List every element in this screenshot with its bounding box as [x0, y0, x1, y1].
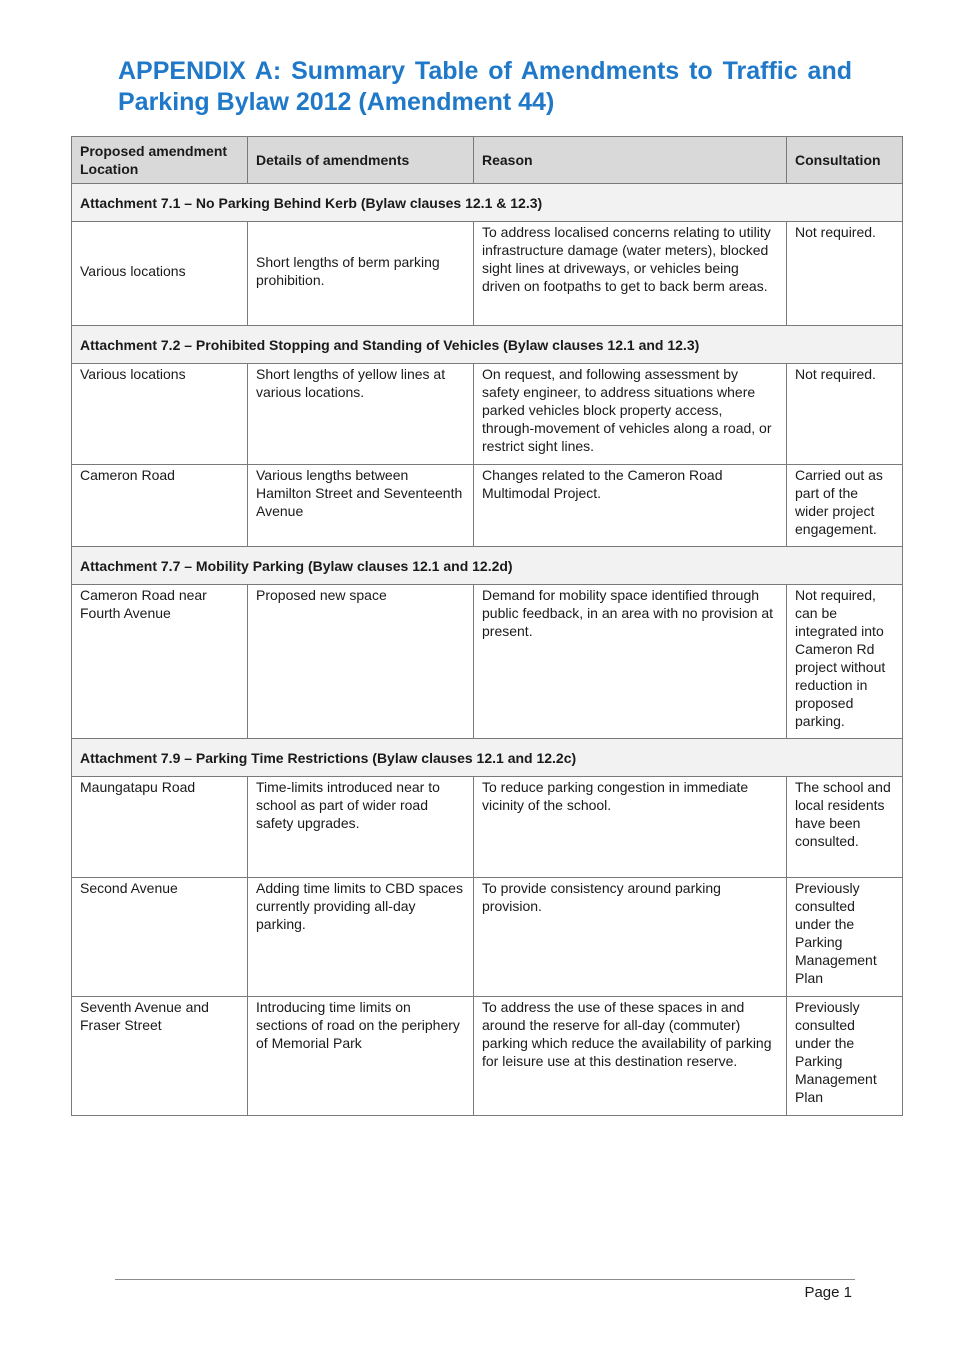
cell-location: Various locations: [72, 222, 248, 326]
cell-reason: To address the use of these spaces in and around the reserve for all-day (commuter) parking which reduce the availability of parking for leisure use at this destination reserve.: [474, 997, 787, 1116]
cell-location: Maungatapu Road: [72, 777, 248, 878]
table-header: [72, 137, 903, 184]
table-row: [72, 585, 903, 739]
table-row: [72, 222, 903, 326]
cell-location: Seventh Avenue and Fraser Street: [72, 997, 248, 1116]
cell-consultation: Previously consulted under the Parking Management Plan: [787, 997, 903, 1116]
cell-details: Introducing time limits on sections of road on the periphery of Memorial Park: [248, 997, 474, 1116]
table-body: [72, 184, 903, 1116]
header-location: Proposed amendment Location: [72, 137, 248, 184]
cell-consultation: Not required.: [787, 364, 903, 465]
cell-reason: To provide consistency around parking provision.: [474, 878, 787, 997]
cell-reason: Demand for mobility space identified through public feedback, in an area with no provision at present.: [474, 585, 787, 739]
cell-consultation: Carried out as part of the wider project engagement.: [787, 465, 903, 547]
cell-consultation: Not required, can be integrated into Cameron Rd project without reduction in proposed parking.: [787, 585, 903, 739]
section-heading: Attachment 7.7 – Mobility Parking (Bylaw clauses 12.1 and 12.2d): [72, 547, 903, 585]
section-heading: Attachment 7.1 – No Parking Behind Kerb (Bylaw clauses 12.1 & 12.3): [72, 184, 903, 222]
cell-location: Second Avenue: [72, 878, 248, 997]
header-row: [72, 137, 903, 184]
cell-details: Proposed new space: [248, 585, 474, 739]
header-details: Details of amendments: [248, 137, 474, 184]
cell-reason: Changes related to the Cameron Road Multimodal Project.: [474, 465, 787, 547]
cell-consultation: Not required.: [787, 222, 903, 326]
cell-reason: To reduce parking congestion in immediate vicinity of the school.: [474, 777, 787, 878]
cell-reason: On request, and following assessment by safety engineer, to address situations where parked vehicles block property access, through-movement of vehicles along a road, or restrict sight lines.: [474, 364, 787, 465]
header-reason: Reason: [474, 137, 787, 184]
footer-divider: [115, 1279, 855, 1280]
cell-location: Cameron Road near Fourth Avenue: [72, 585, 248, 739]
section-row: [72, 739, 903, 777]
cell-details: Short lengths of yellow lines at various locations.: [248, 364, 474, 465]
amendments-table: [71, 136, 903, 1116]
table-row: [72, 878, 903, 997]
page-title: APPENDIX A: Summary Table of Amendments to Traffic and Parking Bylaw 2012 (Amendment 44): [118, 57, 852, 116]
cell-details: Adding time limits to CBD spaces currently providing all-day parking.: [248, 878, 474, 997]
section-row: [72, 184, 903, 222]
cell-details: Various lengths between Hamilton Street and Seventeenth Avenue: [248, 465, 474, 547]
cell-consultation: Previously consulted under the Parking Management Plan: [787, 878, 903, 997]
section-heading: Attachment 7.9 – Parking Time Restrictions (Bylaw clauses 12.1 and 12.2c): [72, 739, 903, 777]
header-consultation: Consultation: [787, 137, 903, 184]
cell-details: Short lengths of berm parking prohibition.: [248, 222, 474, 326]
section-heading: Attachment 7.2 – Prohibited Stopping and Standing of Vehicles (Bylaw clauses 12.1 and 12.3): [72, 326, 903, 364]
table-row: [72, 364, 903, 465]
table-row: [72, 997, 903, 1116]
cell-reason: To address localised concerns relating to utility infrastructure damage (water meters), blocked sight lines at driveways, or vehicles being driven on footpaths to get to back berm areas.: [474, 222, 787, 326]
table-row: [72, 465, 903, 547]
cell-location: Cameron Road: [72, 465, 248, 547]
cell-details: Time-limits introduced near to school as part of wider road safety upgrades.: [248, 777, 474, 878]
table-row: [72, 777, 903, 878]
cell-location: Various locations: [72, 364, 248, 465]
section-row: [72, 326, 903, 364]
section-row: [72, 547, 903, 585]
page-number: Page 1: [804, 1284, 852, 1301]
cell-consultation: The school and local residents have been consulted.: [787, 777, 903, 878]
